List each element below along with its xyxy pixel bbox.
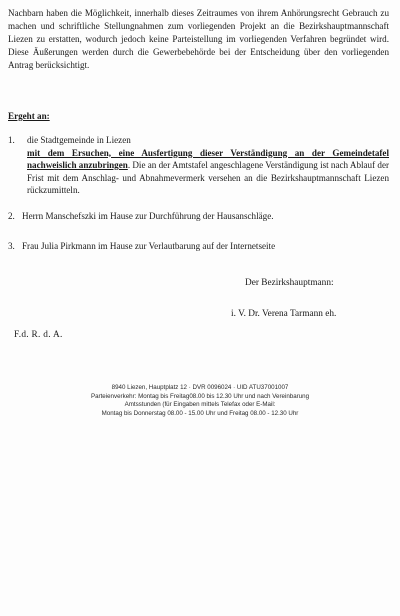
intro-paragraph: Nachbarn haben die Möglichkeit, innerhalb dieses Zeitraumes von ihrem Anhörungsrecht Gebrauch zu machen und schriftliche Stellungnahmen zum vorliegenden Projekt an die Bezirkshauptmannschaft Liezen zu erstatten, wodurch jedoch keine Parteistellung im vorliegenden Verfahren begründet wird. Diese Äußerungen werden durch die Gewerbebehörde bei der Entscheidung über den vorliegenden Antrag berücksichtigt. (8, 8, 389, 70)
recipients-heading: Ergeht an: (8, 111, 50, 121)
item-body (27, 134, 389, 197)
item-text-continued: . Die an der Amtstafel angeschlagene Verständigung ist nach Ablauf der Frist mit dem Anschlag- und Abnahmevermerk versehen an die Bezirkshauptmannschaft Liezen rückzumitteln. (27, 160, 390, 195)
footer (0, 384, 400, 418)
signature-title: Der Bezirkshauptmann: (245, 278, 334, 288)
footer-office-hours: Parteienverkehr: Montag bis Freitag08.00 bis 12.30 Uhr und nach Vereinbarung (90, 392, 310, 400)
item-number: 2. (8, 211, 15, 221)
signature-name: i. V. Dr. Verena Tarmann eh. (231, 309, 337, 319)
recipient-item-3 (8, 240, 389, 253)
item-request-text: mit dem Ersuchen, eine Ausfertigung dieser Verständigung an der Gemeindetafel nachweislich anzubringen (27, 147, 389, 170)
item-number: 1. (8, 135, 15, 145)
item-number: 3. (8, 241, 15, 251)
footer-submission-hours: Montag bis Donnerstag 08.00 - 15.00 Uhr und Freitag 08.00 - 12.30 Uhr (101, 409, 299, 417)
recipient-item-2 (8, 210, 389, 223)
footer-address: 8940 Liezen, Hauptplatz 12 · DVR 0096024 · UID ATU37001007 (111, 384, 289, 391)
fda-note: F.d. R. d. A. (14, 330, 63, 340)
item-text: Frau Julia Pirkmann im Hause zur Verlautbarung auf der Internetseite (22, 241, 276, 251)
footer-submission-hours-label: Amtsstunden (für Eingaben mittels Telefax oder E-Mail: (124, 401, 276, 409)
item-text: Herrn Manschefszki im Hause zur Durchführung der Hausanschläge. (22, 211, 274, 221)
recipient-item-1 (8, 134, 389, 197)
item-text: die Stadtgemeinde in Liezen (27, 135, 131, 145)
